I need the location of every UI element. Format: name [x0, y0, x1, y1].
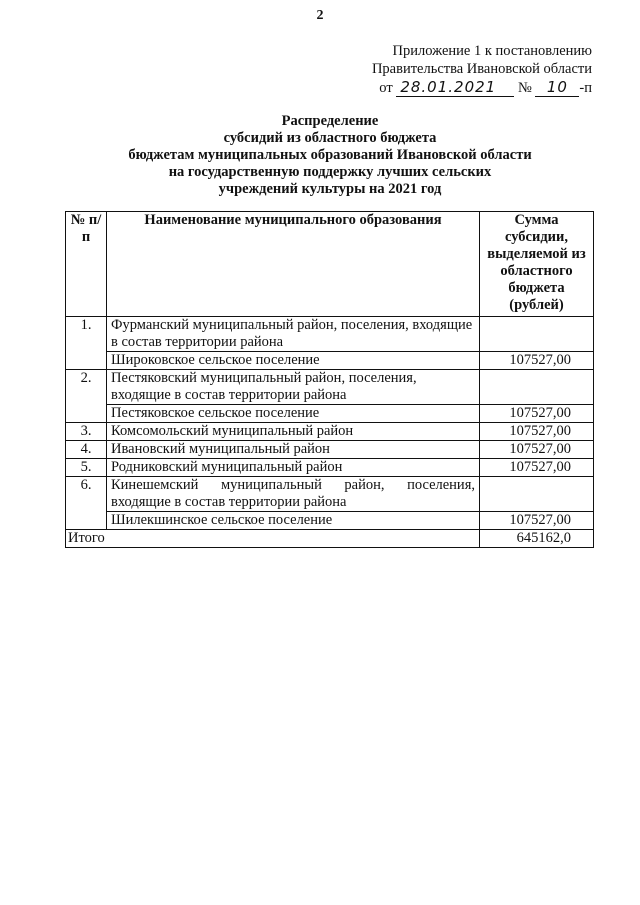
subsidy-table: [65, 211, 594, 548]
total-row: [66, 530, 594, 548]
table-row: [66, 370, 594, 405]
row-name: Кинешемский муниципальный район, поселения, входящие в состав территории района: [107, 477, 480, 512]
table-row: [66, 405, 594, 423]
row-sum: 107527,00: [480, 512, 594, 530]
row-name: Комсомольский муниципальный район: [107, 423, 480, 441]
appendix-line1: Приложение 1 к постановлению: [392, 43, 592, 59]
row-num: 1.: [66, 317, 107, 370]
title-line: на государственную поддержку лучших сельских: [168, 164, 492, 180]
row-num: 5.: [66, 459, 107, 477]
appendix-date-line: [344, 78, 592, 97]
row-subname: Шилекшинское сельское поселение: [107, 512, 480, 530]
row-name: Фурманский муниципальный район, поселения, входящие в состав территории района: [107, 317, 480, 352]
total-label: Итого: [66, 530, 480, 548]
table-row: [66, 317, 594, 352]
row-num: 4.: [66, 441, 107, 459]
total-sum: 645162,0: [480, 530, 594, 548]
table-header: [66, 212, 594, 317]
table-row: [66, 459, 594, 477]
table-row: [66, 352, 594, 370]
row-name: Родниковский муниципальный район: [107, 459, 480, 477]
row-subname: Пестяковское сельское поселение: [107, 405, 480, 423]
title-line: Распределение: [281, 113, 379, 129]
table-row: [66, 423, 594, 441]
title-line: бюджетам муниципальных образований Ивановской области: [128, 147, 532, 163]
row-num: 2.: [66, 370, 107, 423]
title-line: учреждений культуры на 2021 год: [218, 181, 442, 197]
header-name: Наименование муниципального образования: [107, 212, 480, 317]
header-sum: Сумма субсидии, выделяемой из областного бюджета (рублей): [480, 212, 594, 317]
document-title: [60, 113, 600, 198]
table-row: [66, 512, 594, 530]
row-sum: 107527,00: [480, 459, 594, 477]
title-line: субсидий из областного бюджета: [223, 130, 437, 146]
table-row: [66, 441, 594, 459]
row-sum: 107527,00: [480, 441, 594, 459]
row-sum: 107527,00: [480, 352, 594, 370]
row-num: 6.: [66, 477, 107, 530]
from-label: от: [379, 80, 393, 96]
handwritten-date: 28.01.2021: [396, 78, 514, 97]
number-suffix: -п: [579, 80, 592, 96]
appendix-header: [344, 42, 592, 97]
page-number: 2: [316, 8, 324, 23]
appendix-line2: Правительства Ивановской области: [371, 61, 592, 77]
header-num: № п/п: [66, 212, 107, 317]
number-sign: №: [517, 80, 532, 96]
handwritten-number: 10: [535, 78, 579, 97]
row-name: Ивановский муниципальный район: [107, 441, 480, 459]
row-name: Пестяковский муниципальный район, поселения, входящие в состав территории района: [107, 370, 480, 405]
table-row: [66, 477, 594, 512]
row-sum: 107527,00: [480, 405, 594, 423]
row-subname: Широковское сельское поселение: [107, 352, 480, 370]
row-num: 3.: [66, 423, 107, 441]
row-sum: 107527,00: [480, 423, 594, 441]
